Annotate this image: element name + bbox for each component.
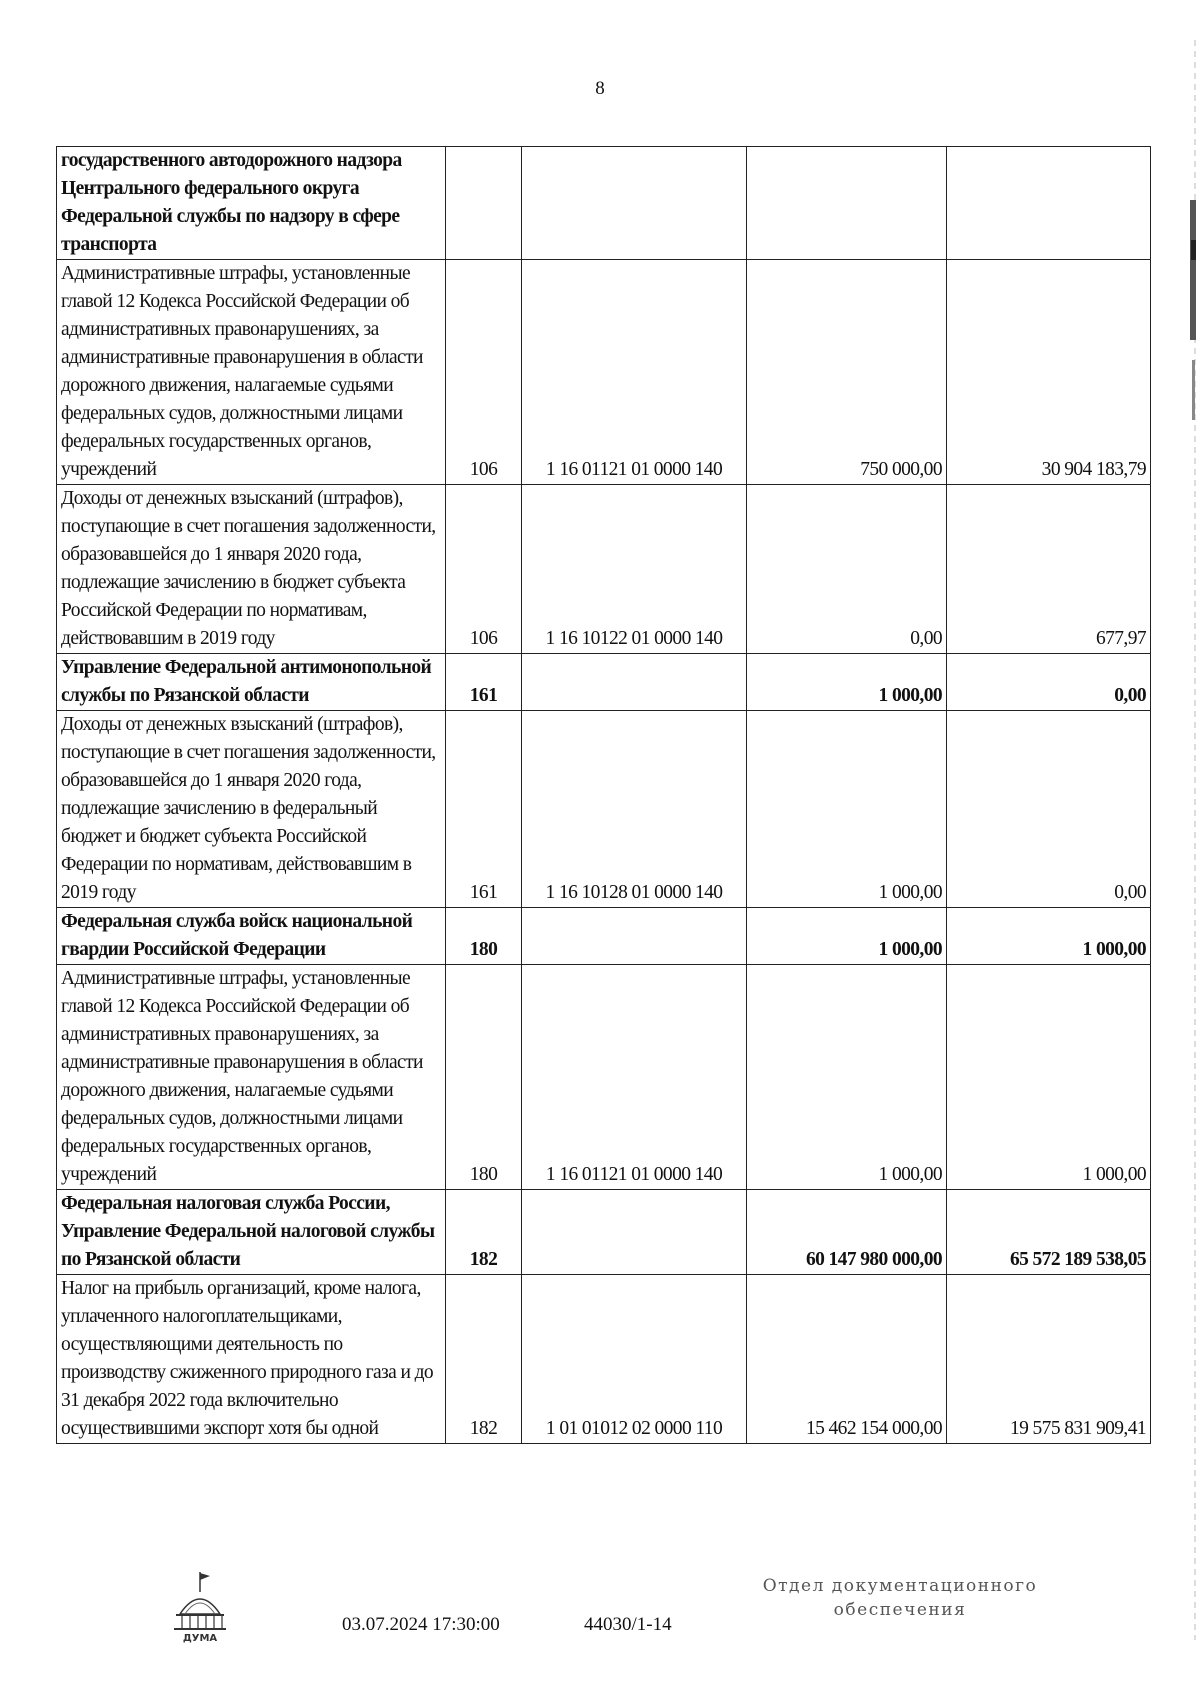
footer-datetime: 03.07.2024 17:30:00 xyxy=(342,1614,500,1635)
revenue-table xyxy=(56,146,1151,1444)
row-fact: 0,00 xyxy=(947,711,1151,908)
row-admin-code: 106 xyxy=(446,485,522,654)
row-name: Управление Федеральной антимонопольной службы по Рязанской области xyxy=(57,654,446,711)
page-number: 8 xyxy=(595,78,605,99)
footer-doc-number: 44030/1-14 xyxy=(584,1614,672,1635)
row-plan: 1 000,00 xyxy=(747,711,947,908)
stamp-line: обеспечения xyxy=(833,1600,967,1620)
row-budget-code xyxy=(522,1190,747,1275)
row-budget-code: 1 16 01121 01 0000 140 xyxy=(522,260,747,485)
row-name: Федеральная служба войск национальной гвардии Российской Федерации xyxy=(57,908,446,965)
row-budget-code: 1 01 01012 02 0000 110 xyxy=(522,1275,747,1444)
row-name: Административные штрафы, установленные главой 12 Кодекса Российской Федерации об административных правонарушениях, за административные правонарушения в области дорожного движения, налагаемые судьями федеральных судов, должностными лицами федеральных государственных органов, учреждений xyxy=(57,260,446,485)
row-budget-code xyxy=(522,908,747,965)
duma-logo-icon xyxy=(170,1570,238,1644)
row-fact: 1 000,00 xyxy=(947,908,1151,965)
department-stamp xyxy=(740,1574,1060,1622)
row-admin-code: 161 xyxy=(446,654,522,711)
table-row xyxy=(57,654,1151,711)
row-plan: 0,00 xyxy=(747,485,947,654)
scan-edge-marks xyxy=(1184,40,1200,1640)
row-admin-code: 180 xyxy=(446,965,522,1190)
row-plan: 750 000,00 xyxy=(747,260,947,485)
row-plan: 15 462 154 000,00 xyxy=(747,1275,947,1444)
row-plan: 60 147 980 000,00 xyxy=(747,1190,947,1275)
row-name: Федеральная налоговая служба России, Управление Федеральной налоговой службы по Рязанской области xyxy=(57,1190,446,1275)
row-budget-code: 1 16 10122 01 0000 140 xyxy=(522,485,747,654)
row-fact: 677,97 xyxy=(947,485,1151,654)
row-admin-code: 161 xyxy=(446,711,522,908)
row-fact: 30 904 183,79 xyxy=(947,260,1151,485)
row-fact: 1 000,00 xyxy=(947,965,1151,1190)
row-fact: 19 575 831 909,41 xyxy=(947,1275,1151,1444)
table-row xyxy=(57,711,1151,908)
row-fact: 65 572 189 538,05 xyxy=(947,1190,1151,1275)
row-name: Административные штрафы, установленные главой 12 Кодекса Российской Федерации об административных правонарушениях, за административные правонарушения в области дорожного движения, налагаемые судьями федеральных судов, должностными лицами федеральных государственных органов, учреждений xyxy=(57,965,446,1190)
row-budget-code xyxy=(522,654,747,711)
row-plan: 1 000,00 xyxy=(747,654,947,711)
row-admin-code xyxy=(446,147,522,260)
row-plan xyxy=(747,147,947,260)
svg-text:ДУМА: ДУМА xyxy=(182,1633,218,1644)
table-row xyxy=(57,965,1151,1190)
table-row xyxy=(57,908,1151,965)
row-fact: 0,00 xyxy=(947,654,1151,711)
row-budget-code xyxy=(522,147,747,260)
table-row xyxy=(57,260,1151,485)
row-name: Налог на прибыль организаций, кроме налога, уплаченного налогоплательщиками, осуществляющими деятельность по производству сжиженного природного газа и до 31 декабря 2022 года включительно осуществившими экспорт хотя бы одной xyxy=(57,1275,446,1444)
table-row xyxy=(57,1190,1151,1275)
row-admin-code: 106 xyxy=(446,260,522,485)
row-fact xyxy=(947,147,1151,260)
row-budget-code: 1 16 10128 01 0000 140 xyxy=(522,711,747,908)
row-name: Доходы от денежных взысканий (штрафов), поступающие в счет погашения задолженности, образовавшейся до 1 января 2020 года, подлежащие зачислению в бюджет субъекта Российской Федерации по нормативам, действовавшим в 2019 году xyxy=(57,485,446,654)
row-plan: 1 000,00 xyxy=(747,908,947,965)
row-admin-code: 182 xyxy=(446,1190,522,1275)
stamp-line: Отдел документационного xyxy=(762,1576,1038,1596)
table-row xyxy=(57,1275,1151,1444)
table-row xyxy=(57,147,1151,260)
row-budget-code: 1 16 01121 01 0000 140 xyxy=(522,965,747,1190)
row-plan: 1 000,00 xyxy=(747,965,947,1190)
row-name: Доходы от денежных взысканий (штрафов), поступающие в счет погашения задолженности, образовавшейся до 1 января 2020 года, подлежащие зачислению в федеральный бюджет и бюджет субъекта Российской Федерации по нормативам, действовавшим в 2019 году xyxy=(57,711,446,908)
row-name: государственного автодорожного надзора Центрального федерального округа Федеральной службы по надзору в сфере транспорта xyxy=(57,147,446,260)
row-admin-code: 182 xyxy=(446,1275,522,1444)
table-row xyxy=(57,485,1151,654)
row-admin-code: 180 xyxy=(446,908,522,965)
